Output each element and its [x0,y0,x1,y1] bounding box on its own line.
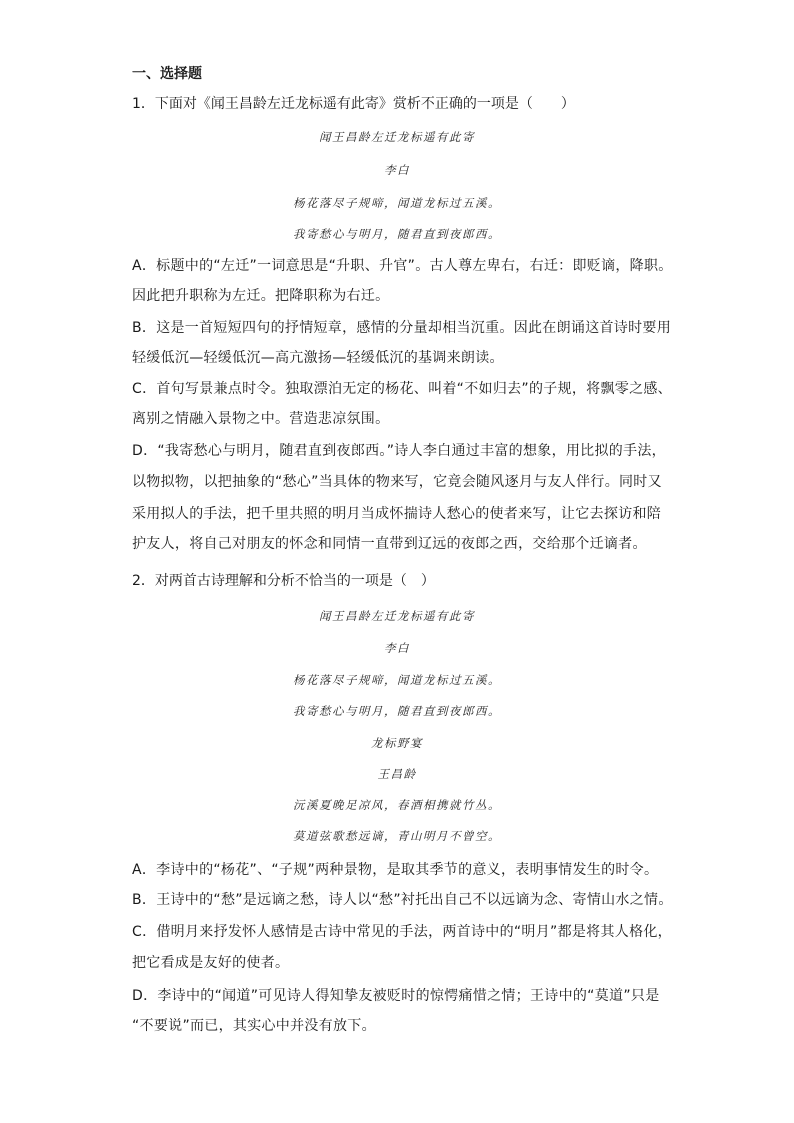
option-line: A．标题中的“左迁”一词意思是“升职、升官”。古人尊左卑右，右迁：即贬谪，降职。 [132,258,673,274]
poem-title: 闻王昌龄左迁龙标遥有此寄 [319,130,475,144]
option-line: 离别之情融入景物之中。营造悲凉氛围。 [132,411,390,427]
section-heading: 一、选择题 [132,66,202,82]
poem-line: 沅溪夏晚足凉风，春酒相携就竹丛。 [293,798,501,812]
option-line: “不要说”而已，其实心中并没有放下。 [132,1018,376,1034]
poem-author: 李白 [384,163,410,177]
question-2-stem: 2．对两首古诗理解和分析不恰当的一项是（ ） [132,573,435,589]
poem-line: 莫道弦歌愁远谪，青山明月不曾空。 [293,829,501,843]
poem-line: 杨花落尽子规啼，闻道龙标过五溪。 [293,673,501,687]
option-line: 因此把升职称为左迁。把降职称为右迁。 [132,288,390,304]
poem-title: 龙标野宴 [371,736,423,750]
poem-author: 李白 [384,641,410,655]
question-2-option-a: A．李诗中的“杨花”、“子规”两种景物，是取其季节的意义，表明事情发生的时令。 [132,862,659,878]
option-line: C．首句写景兼点时令。独取漂泊无定的杨花、叫着“不如归去”的子规，将飘零之感、 [132,381,672,397]
question-1-stem: 1．下面对《闻王昌龄左迁龙标遥有此寄》赏析不正确的一项是（ ） [132,96,575,112]
poem-title: 闻王昌龄左迁龙标遥有此寄 [319,609,475,623]
option-line: C．借明月来抒发怀人感情是古诗中常见的手法，两首诗中的“明月”都是将其人格化， [132,924,672,940]
poem-line: 杨花落尽子规啼，闻道龙标过五溪。 [293,196,501,210]
poem-author: 王昌龄 [377,767,417,781]
option-line: D．“我寄愁心与明月，随君直到夜郎西。”诗人李白通过丰富的想象，用比拟的手法， [132,443,666,459]
poem-line: 我寄愁心与明月，随君直到夜郎西。 [293,227,501,241]
option-line: 护友人，将自己对朋友的怀念和同情一直带到辽远的夜郎之西，交给那个迁谪者。 [132,536,647,552]
poem-line: 我寄愁心与明月，随君直到夜郎西。 [293,704,501,718]
option-line: 把它看成是友好的使者。 [132,955,290,971]
option-line: 采用拟人的手法，把千里共照的明月当成怀揣诗人愁心的使者来写，让它去探访和陪 [132,506,662,522]
option-line: B．这是一首短短四句的抒情短章，感情的分量却相当沉重。因此在朗诵这首诗时要用 [132,320,672,336]
option-line: D．李诗中的“闻道”可见诗人得知挚友被贬时的惊愕痛惜之情；王诗中的“莫道”只是 [132,988,660,1004]
question-2-option-b: B．王诗中的“愁”是远谪之愁，诗人以“愁”衬托出自己不以远谪为念、寄情山水之情。 [132,892,673,908]
option-line: 以物拟物，以把抽象的“愁心”当具体的物来写，它竟会随风逐月与友人伴行。同时又 [132,474,662,490]
option-line: 轻缓低沉—轻缓低沉—高亢激扬—轻缓低沉的基调来朗读。 [132,350,504,366]
